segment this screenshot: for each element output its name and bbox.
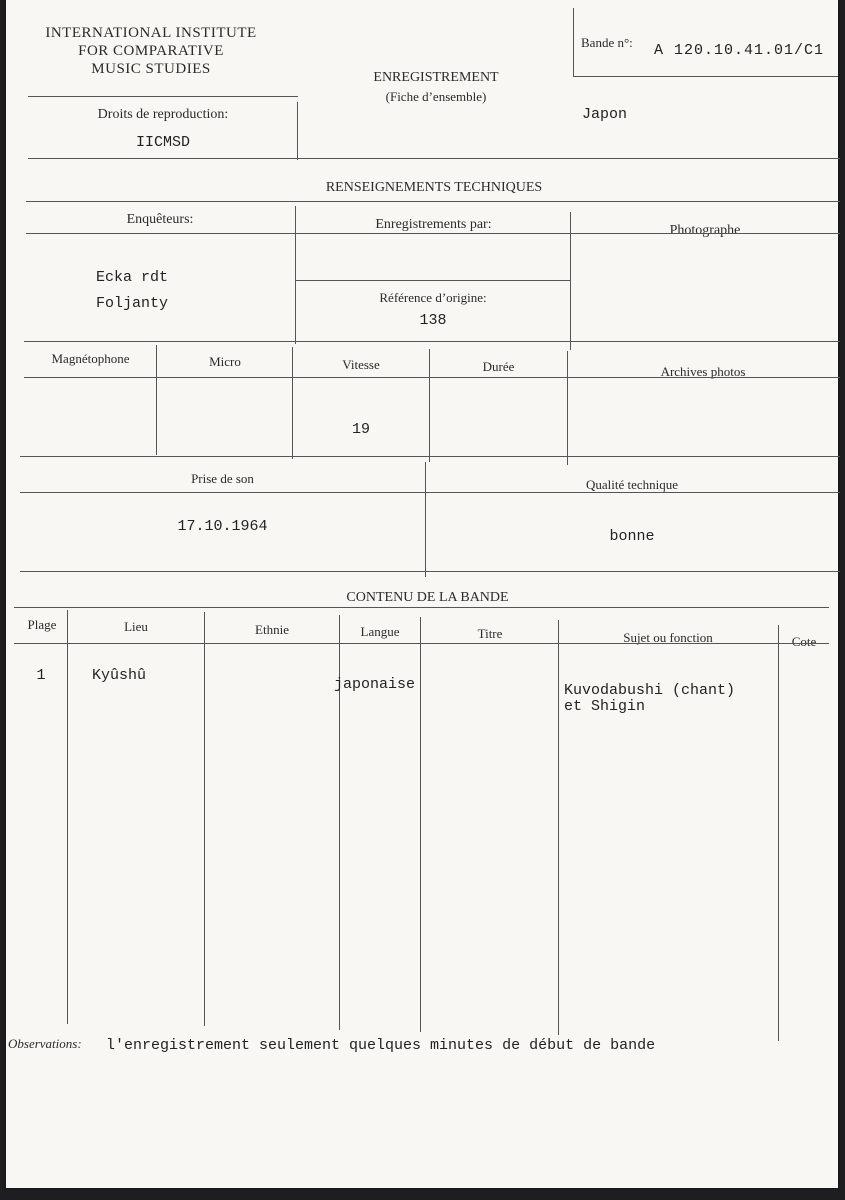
row1-lieu: Kyûshû <box>92 667 147 684</box>
enqueteurs-label: Enquêteurs: <box>126 212 194 227</box>
prise-de-son-value: 17.10.1964 <box>177 518 268 535</box>
droits-label: Droits de reproduction: <box>97 107 229 122</box>
content-heading: CONTENU DE LA BANDE <box>346 590 509 605</box>
institute-name <box>16 24 286 78</box>
col-cote: Cote <box>791 634 817 649</box>
enregistrements-label: Enregistrements par: <box>375 217 492 232</box>
enqueteur-name-1: Ecka rdt <box>96 269 169 286</box>
magnetophone-label: Magnétophone <box>51 351 130 366</box>
duree-label: Durée <box>482 359 515 374</box>
prise-de-son-label: Prise de son <box>191 471 254 486</box>
institute-line-3: MUSIC STUDIES <box>91 61 211 77</box>
enqueteur-name-2: Foljanty <box>96 295 169 312</box>
row1-langue: japonaise <box>334 676 416 693</box>
bande-label: Bande n°: <box>581 35 633 50</box>
reference-value: 138 <box>419 312 447 329</box>
country-value: Japon <box>582 106 628 123</box>
observations-value: l'enregistrement seulement quelques minutes de début de bande <box>106 1037 656 1054</box>
col-langue: Langue <box>360 624 400 639</box>
record-sheet <box>6 0 838 1188</box>
row1-sujet-line2: et Shigin <box>564 698 646 715</box>
tech-heading: RENSEIGNEMENTS TECHNIQUES <box>325 180 543 195</box>
form-title: ENREGISTREMENT <box>373 70 499 85</box>
form-subtitle: (Fiche d’ensemble) <box>385 89 487 104</box>
vitesse-label: Vitesse <box>342 357 380 372</box>
col-sujet: Sujet ou fonction <box>623 630 713 645</box>
institute-line-2: FOR COMPARATIVE <box>78 43 224 59</box>
micro-label: Micro <box>209 354 241 369</box>
qualite-value: bonne <box>609 528 655 545</box>
photographe-label: Photographe <box>669 223 741 238</box>
col-titre: Titre <box>477 626 503 641</box>
archives-label: Archives photos <box>660 364 746 379</box>
droits-value: IICMSD <box>135 134 190 151</box>
row1-plage: 1 <box>36 667 46 684</box>
col-ethnie: Ethnie <box>255 622 289 637</box>
bande-number: A 120.10.41.01/C1 <box>654 42 825 59</box>
observations-label: Observations: <box>8 1036 82 1051</box>
reference-label: Référence d’origine: <box>379 290 487 305</box>
row1-sujet-line1: Kuvodabushi (chant) <box>564 682 736 699</box>
col-plage: Plage <box>27 617 57 632</box>
institute-line-1: INTERNATIONAL INSTITUTE <box>45 25 257 41</box>
vitesse-value: 19 <box>351 421 370 438</box>
col-lieu: Lieu <box>124 619 148 634</box>
qualite-label: Qualité technique <box>585 477 679 492</box>
